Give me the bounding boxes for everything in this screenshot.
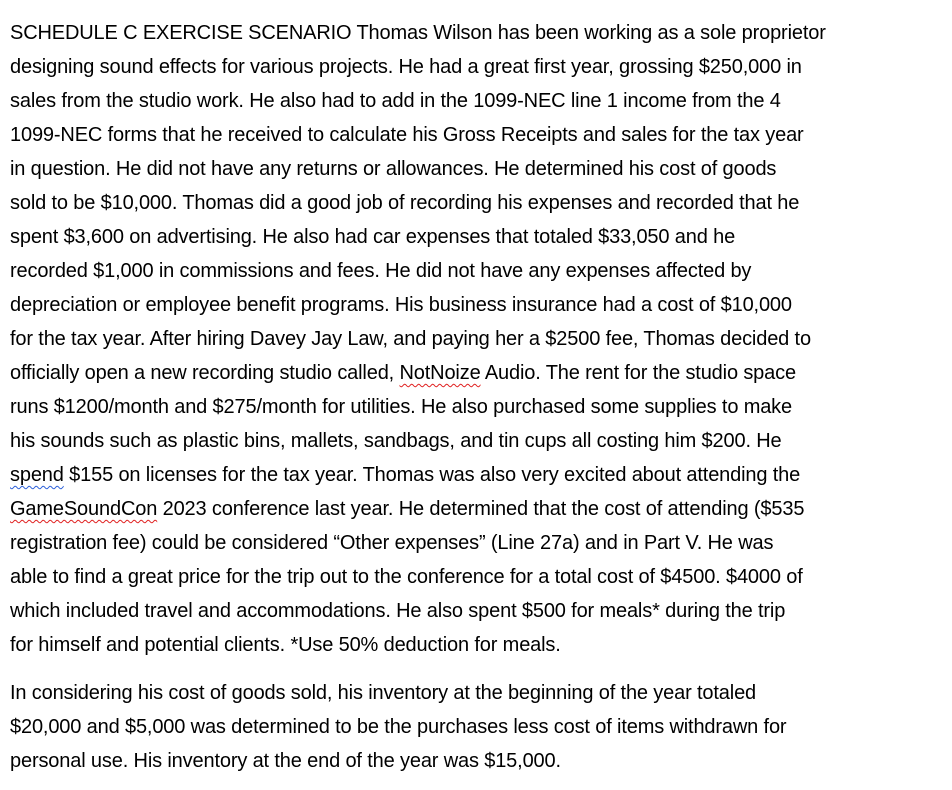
paragraph-1 xyxy=(10,16,946,662)
text-line: designing sound effects for various projects. He had a great first year, grossing $250,000 in xyxy=(10,56,802,78)
text-segment: $155 on licenses for the tax year. Thomas was also very excited about attending the xyxy=(63,464,801,486)
text-line: personal use. His inventory at the end of the year was $15,000. xyxy=(10,750,561,772)
text-line xyxy=(10,458,946,492)
text-segment: officially open a new recording studio called, xyxy=(10,362,400,384)
spelling-flagged-word[interactable]: GameSoundCon xyxy=(10,498,158,520)
text-line: for the tax year. After hiring Davey Jay Law, and paying her a $2500 fee, Thomas decided to xyxy=(10,328,811,350)
text-line: recorded $1,000 in commissions and fees. He did not have any expenses affected by xyxy=(10,260,752,282)
text-line: SCHEDULE C EXERCISE SCENARIO Thomas Wilson has been working as a sole proprietor xyxy=(10,22,826,44)
text-line: which included travel and accommodations. He also spent $500 for meals* during the trip xyxy=(10,600,786,622)
text-segment: Audio. The rent for the studio space xyxy=(480,362,796,384)
text-line: In considering his cost of goods sold, his inventory at the beginning of the year totaled xyxy=(10,682,757,704)
text-line: runs $1200/month and $275/month for utilities. He also purchased some supplies to make xyxy=(10,396,793,418)
text-line: able to find a great price for the trip out to the conference for a total cost of $4500. $4000 of xyxy=(10,566,803,588)
text-line: for himself and potential clients. *Use 50% deduction for meals. xyxy=(10,634,561,656)
text-line: his sounds such as plastic bins, mallets, sandbags, and tin cups all costing him $200. He xyxy=(10,430,782,452)
text-line: depreciation or employee benefit programs. His business insurance had a cost of $10,000 xyxy=(10,294,792,316)
text-line: sales from the studio work. He also had to add in the 1099-NEC line 1 income from the 4 xyxy=(10,90,781,112)
text-line: 1099-NEC forms that he received to calculate his Gross Receipts and sales for the tax year xyxy=(10,124,804,146)
document-body[interactable] xyxy=(10,16,946,778)
spelling-flagged-word[interactable]: NotNoize xyxy=(399,362,481,384)
text-line: spent $3,600 on advertising. He also had car expenses that totaled $33,050 and he xyxy=(10,226,736,248)
text-line xyxy=(10,492,946,526)
grammar-flagged-word[interactable]: spend xyxy=(10,464,64,486)
text-line: sold to be $10,000. Thomas did a good job of recording his expenses and recorded that he xyxy=(10,192,800,214)
text-line xyxy=(10,356,946,390)
paragraph-2 xyxy=(10,676,946,778)
text-segment: 2023 conference last year. He determined that the cost of attending ($535 xyxy=(157,498,805,520)
text-line: registration fee) could be considered “Other expenses” (Line 27a) and in Part V. He was xyxy=(10,532,774,554)
text-line: in question. He did not have any returns or allowances. He determined his cost of goods xyxy=(10,158,777,180)
text-line: $20,000 and $5,000 was determined to be the purchases less cost of items withdrawn for xyxy=(10,716,787,738)
